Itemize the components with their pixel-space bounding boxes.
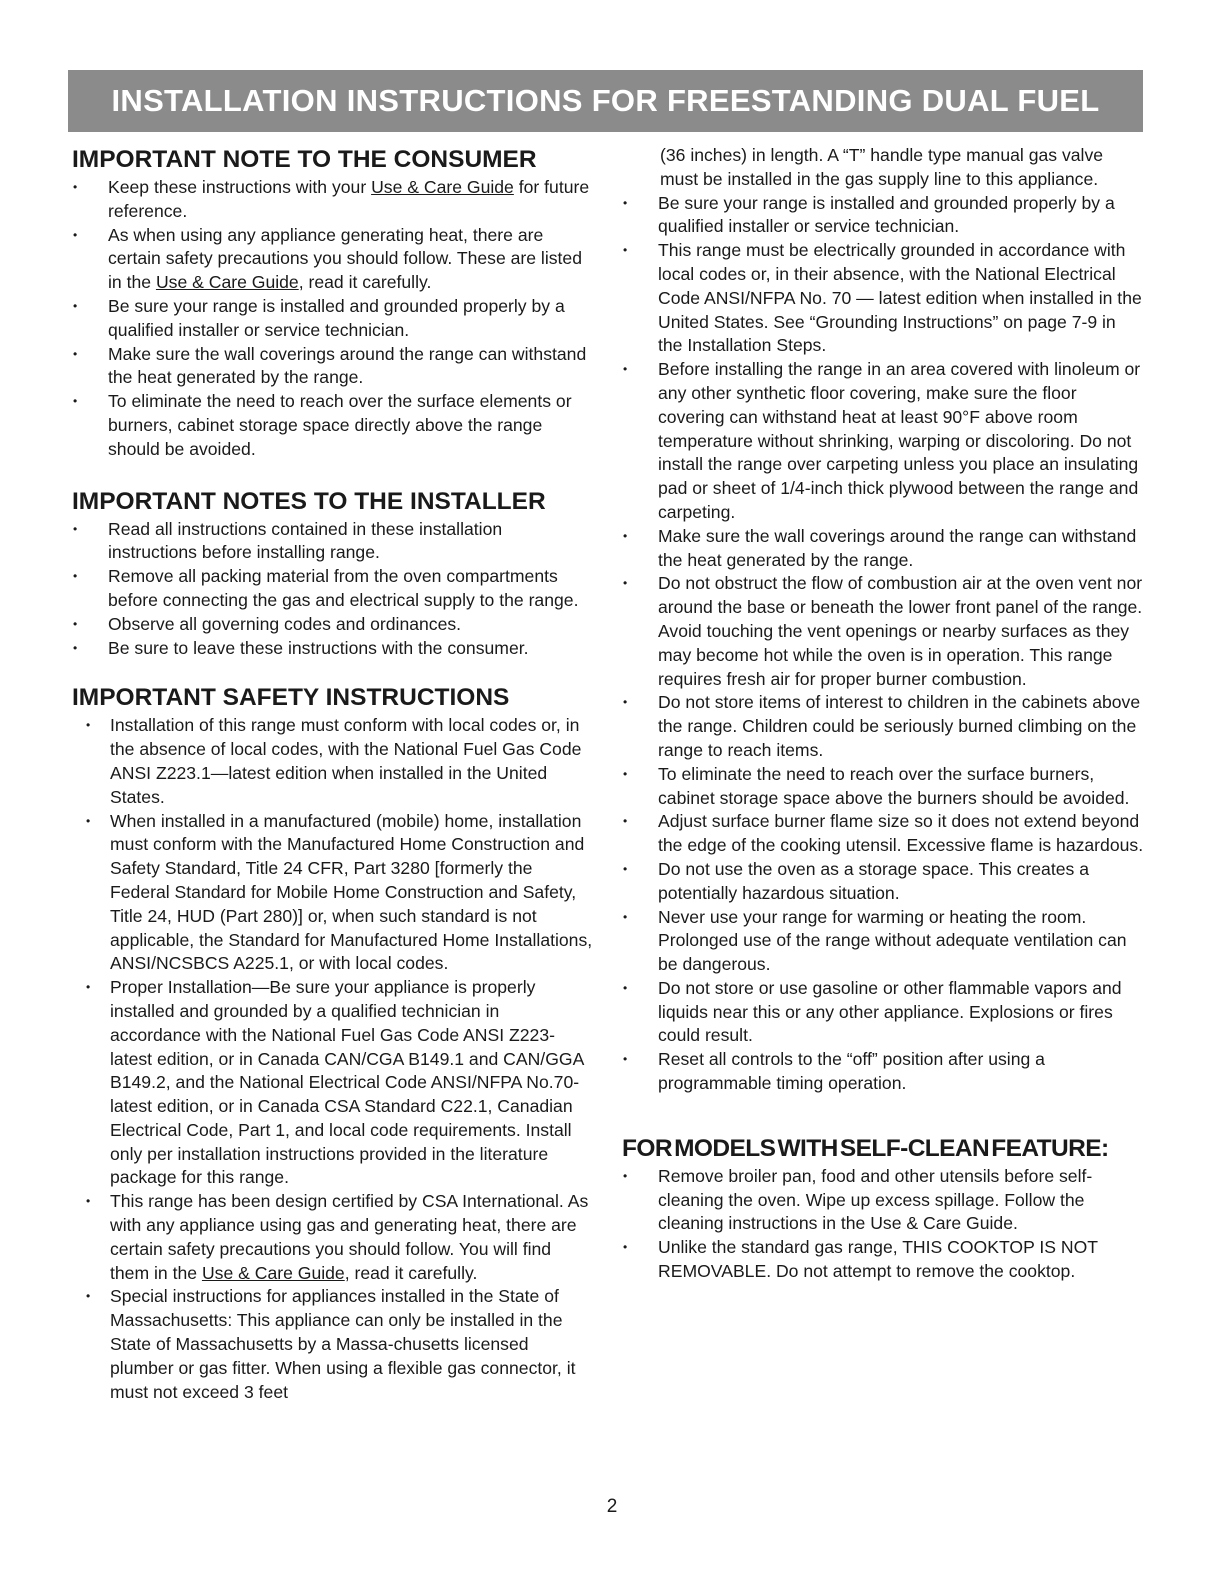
installer-list <box>72 518 594 661</box>
list-item: • Do not store items of interest to children in the cabinets above the range. Children could be seriously burned climbing on the range to reach items. <box>622 691 1144 762</box>
page-number: 2 <box>606 1496 618 1517</box>
use-care-guide-ref: Use & Care Guide <box>155 272 299 293</box>
list-item: • Special instructions for appliances installed in the State of Massachusetts: This appliance can only be installed in the State of Massachusetts by a Massa-chusetts licensed plumber or gas fitter. When using a flexible gas connector, it must not exceed 3 feet <box>72 1285 594 1404</box>
list-item: • Be sure to leave these instructions with the consumer. <box>72 637 594 661</box>
right-column <box>622 144 1144 1284</box>
list-item: • Unlike the standard gas range, THIS COOKTOP IS NOT REMOVABLE. Do not attempt to remove the cooktop. <box>622 1236 1144 1284</box>
left-column <box>72 144 594 1404</box>
section-banner <box>68 70 1143 132</box>
consumer-list <box>72 176 594 462</box>
safety-continuation: (36 inches) in length. A “T” handle type manual gas valve must be installed in the gas supply line to this appliance. <box>660 145 1104 189</box>
list-item: • Read all instructions contained in these installation instructions before installing range. <box>72 518 594 566</box>
use-care-guide-ref: Use & Care Guide <box>201 1262 345 1283</box>
list-item: • To eliminate the need to reach over the surface burners, cabinet storage space above the burners should be avoided. <box>622 763 1144 811</box>
list-item: • Be sure your range is installed and grounded properly by a qualified installer or service technician. <box>622 192 1144 240</box>
list-item: • Before installing the range in an area covered with linoleum or any other synthetic floor covering, make sure the floor covering can withstand heat at least 90°F above room temperature without shrinking, warping or discoloring. Do not install the range over carpeting unless you place an insulating pad or sheet of 1/4-inch thick plywood between the range and carpeting. <box>622 358 1144 525</box>
consumer-heading: IMPORTANT NOTE TO THE CONSUMER <box>72 146 537 173</box>
list-item: • Be sure your range is installed and grounded properly by a qualified installer or service technician. <box>72 295 594 343</box>
list-item: • This range has been design certified by CSA International. As with any appliance using gas and generating heat, there are certain safety precautions you should follow. You will find them in the Use & Care Guide, read it carefully. <box>72 1190 594 1285</box>
use-care-guide-ref: Use & Care Guide <box>371 177 514 197</box>
safety-heading: IMPORTANT SAFETY INSTRUCTIONS <box>72 684 510 712</box>
list-item: • Reset all controls to the “off” position after using a programmable timing operation. <box>622 1048 1144 1096</box>
list-item: • This range must be electrically grounded in accordance with local codes or, in their absence, with the National Electrical Code ANSI/NFPA No. 70 — latest edition when installed in the United States. See “Grounding Instructions” on page 7-9 in the Installation Steps. <box>622 239 1144 358</box>
list-item: • Installation of this range must conform with local codes or, in the absence of local codes, with the National Fuel Gas Code ANSI Z223.1—latest edition when installed in the United States. <box>72 714 594 809</box>
self-clean-heading: FOR MODELS WITH SELF-CLEAN FEATURE: <box>622 1134 1109 1162</box>
list-item: • Do not store or use gasoline or other flammable vapors and liquids near this or any other appliance. Explosions or fires could result. <box>622 977 1144 1048</box>
right-safety-list <box>622 192 1144 1096</box>
list-item: • Do not use the oven as a storage space. This creates a potentially hazardous situation. <box>622 858 1144 906</box>
list-item: • As when using any appliance generating heat, there are certain safety precautions you should follow. These are listed in the Use & Care Guide, read it carefully. <box>72 224 594 295</box>
list-item: • To eliminate the need to reach over the surface elements or burners, cabinet storage space directly above the range should be avoided. <box>72 390 594 461</box>
list-item: • Do not obstruct the flow of combustion air at the oven vent nor around the base or beneath the lower front panel of the range. Avoid touching the vent openings or nearby surfaces as they may become hot while the oven is in operation. This range requires fresh air for proper burner combustion. <box>622 572 1144 691</box>
banner-title: INSTALLATION INSTRUCTIONS FOR FREESTANDING DUAL FUEL <box>111 83 1100 118</box>
list-item: • Observe all governing codes and ordinances. <box>72 613 594 637</box>
list-item: • Adjust surface burner flame size so it does not extend beyond the edge of the cooking utensil. Excessive flame is hazardous. <box>622 810 1144 858</box>
installer-heading: IMPORTANT NOTES TO THE INSTALLER <box>72 487 546 515</box>
list-item: • Make sure the wall coverings around the range can withstand the heat generated by the range. <box>622 525 1144 573</box>
list-item: • Proper Installation—Be sure your appliance is properly installed and grounded by a qualified technician in accordance with the National Fuel Gas Code ANSI Z223- latest edition, or in Canada CAN/CGA B149.1 and CAN/GGA B149.2, and the National Electrical Code ANSI/NFPA No.70-latest edition, or in Canada CSA Standard C22.1, Canadian Electrical Code, Part 1, and local code requirements. Install only per installation instructions provided in the literature package for this range. <box>72 976 594 1190</box>
list-item: • Make sure the wall coverings around the range can withstand the heat generated by the range. <box>72 343 594 391</box>
list-item: • Keep these instructions with your Use & Care Guide for future reference. <box>72 176 594 224</box>
list-item: • Remove all packing material from the oven compartments before connecting the gas and electrical supply to the range. <box>72 565 594 613</box>
safety-list <box>72 714 594 1404</box>
self-clean-list <box>622 1165 1144 1284</box>
list-item: • When installed in a manufactured (mobile) home, installation must conform with the Manufactured Home Construction and Safety Standard, Title 24 CFR, Part 3280 [formerly the Federal Standard for Mobile Home Construction and Safety, Title 24, HUD (Part 280)] or, when such standard is not applicable, the Standard for Manufactured Home Installations, ANSI/NCSBCS A225.1, or with local codes. <box>72 810 594 977</box>
list-item: • Never use your range for warming or heating the room. Prolonged use of the range without adequate ventilation can be dangerous. <box>622 906 1144 977</box>
list-item: • Remove broiler pan, food and other utensils before self-cleaning the oven. Wipe up excess spillage. Follow the cleaning instructions in the Use & Care Guide. <box>622 1165 1144 1236</box>
